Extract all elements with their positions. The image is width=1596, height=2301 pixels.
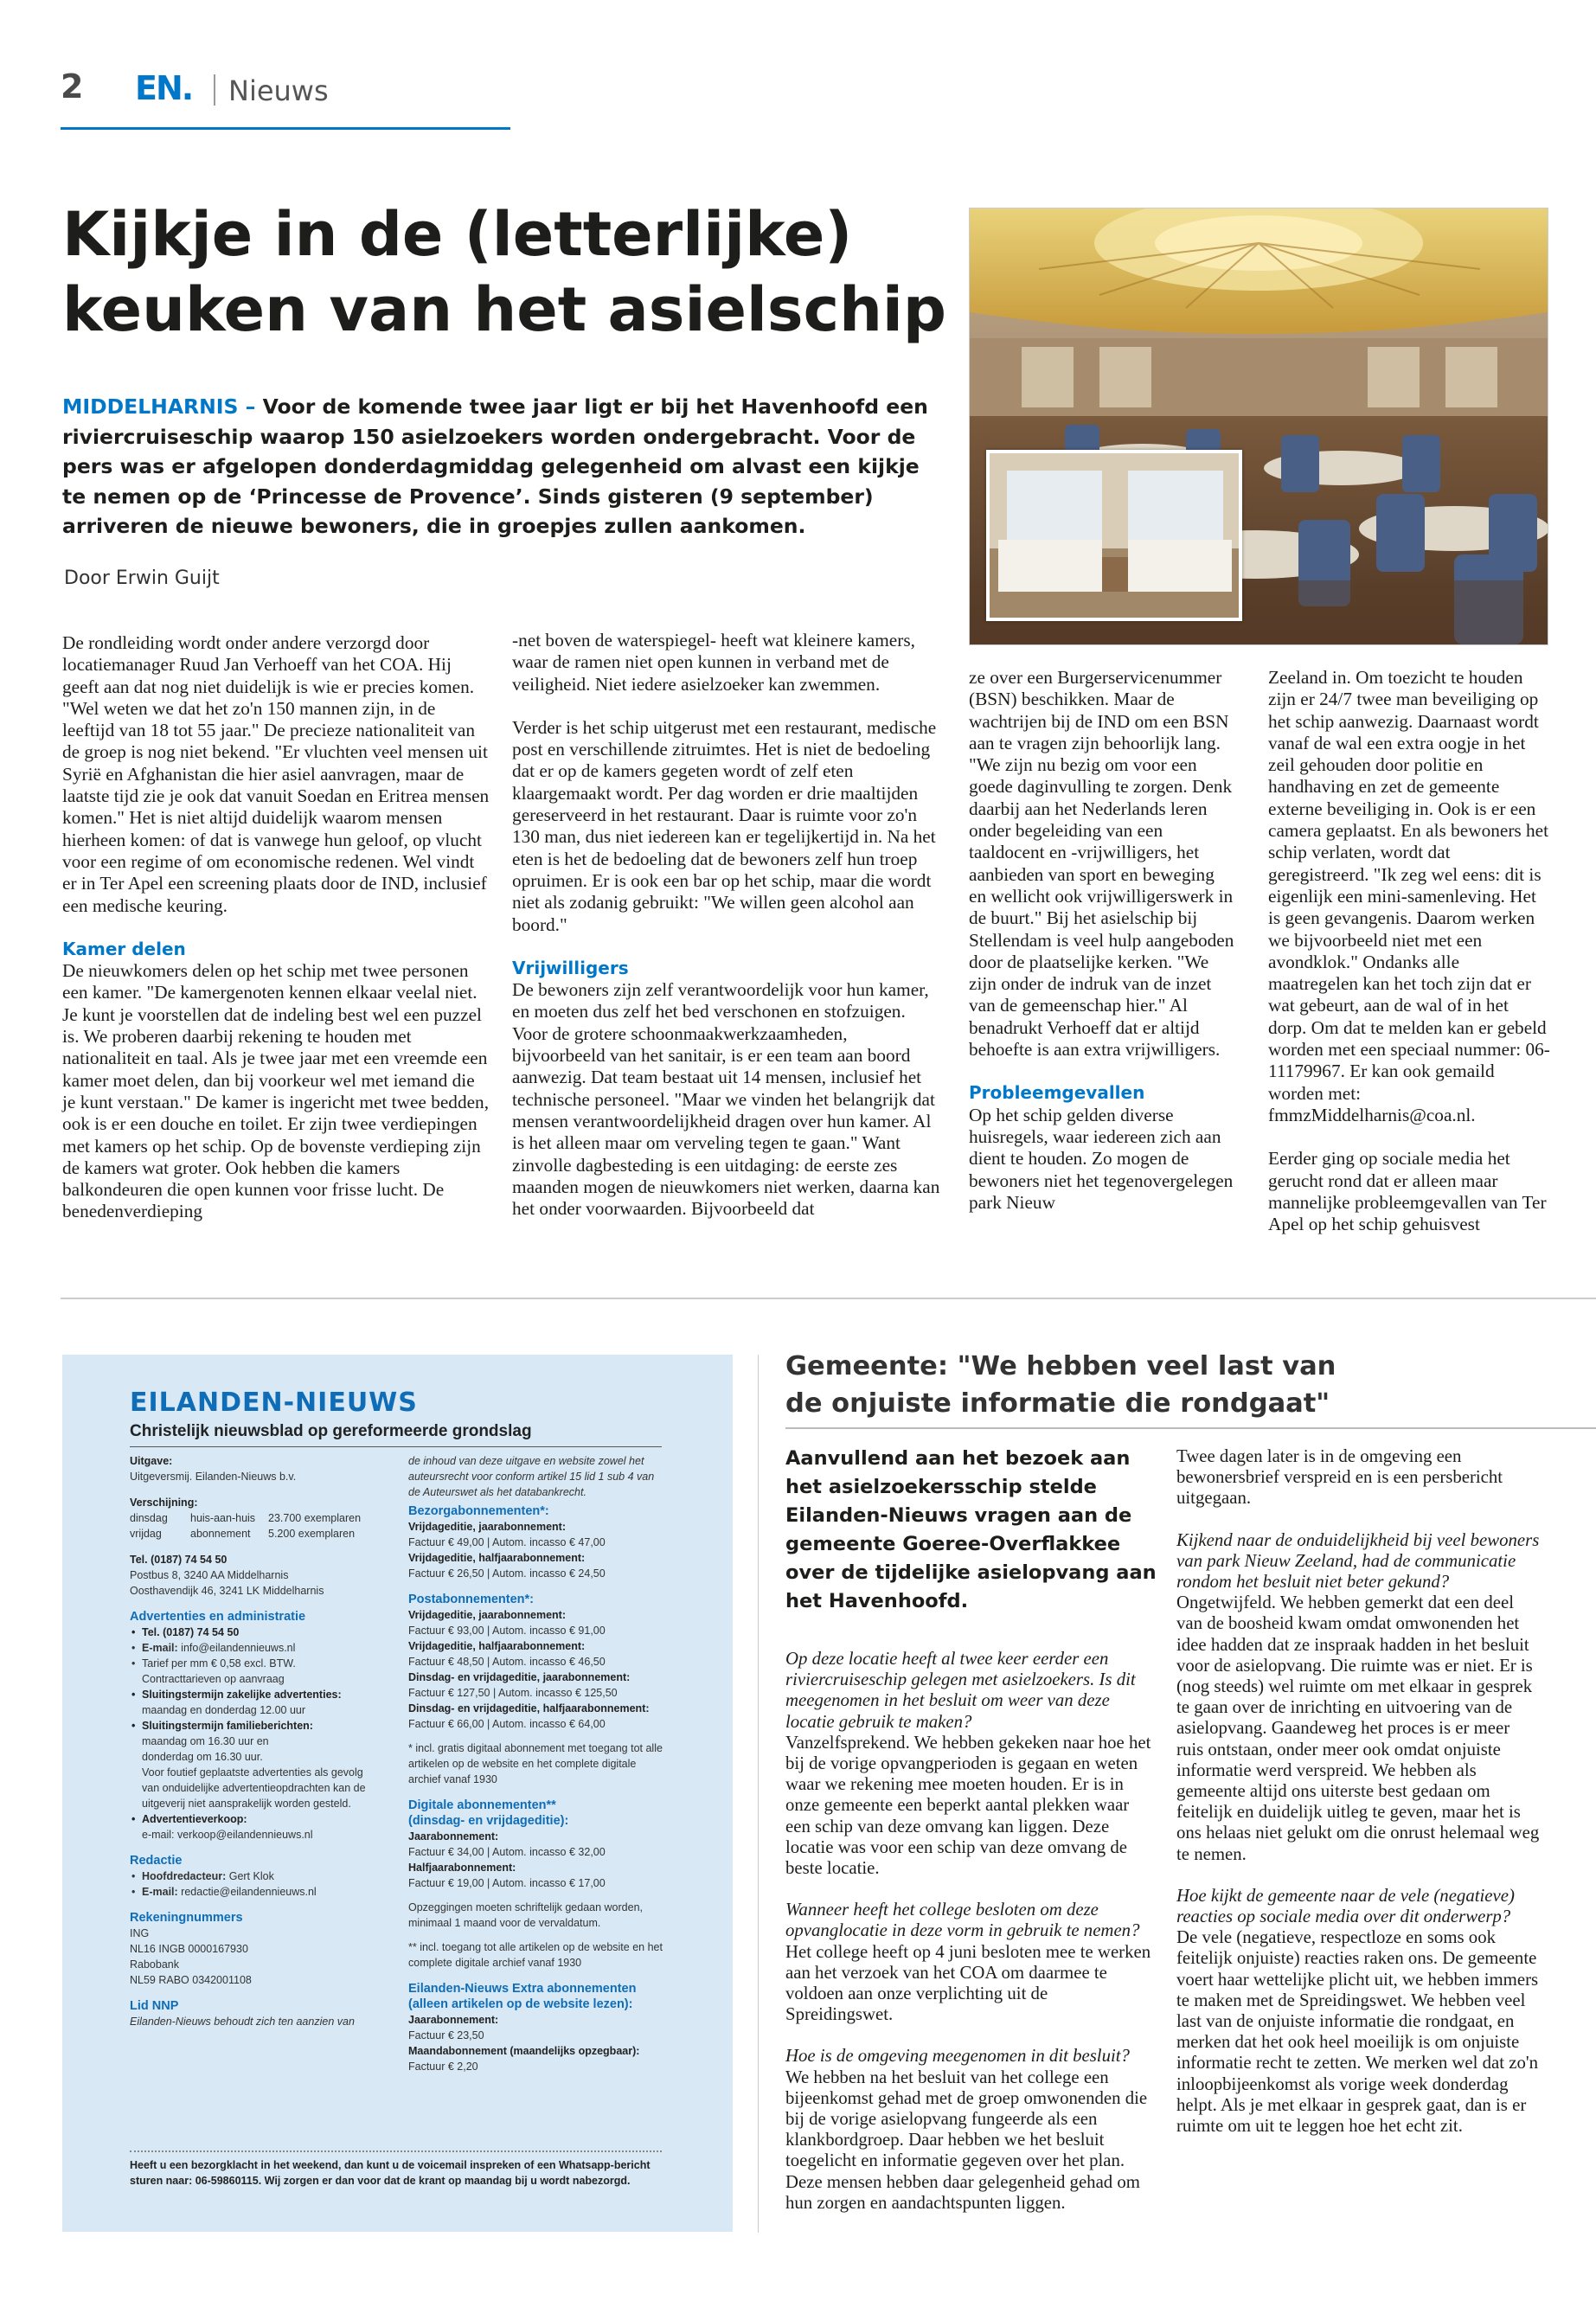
paragraph: Verder is het schip uitgerust met een restaurant, medische post en verschillende zitruimtes. Het is niet de bedoeling dat er op de kamers gegeten wordt of zelf eten klaargemaakt wordt. Per dag worden er drie maaltijden gereserveerd in het restaurant. Daar is ruimte voor zo'n 130 man, dus niet iedereen kan er tegelijkertijd in. Na het eten is het de bedoeling dat de bewoners zelf hun troep opruimen. Er is ook een bar op het schip, maar die wordt niet als zodanig gebruikt: "We willen geen alcohol aan boord." — [512, 716, 937, 935]
label: Vrijdageditie, jaarabonnement: — [408, 1609, 566, 1621]
gemeente-column-1 — [785, 1649, 1157, 2234]
colophon-subtitle: Christelijk nieuwsblad op gereformeerde grondslag — [130, 1422, 532, 1440]
label: Uitgave: — [130, 1455, 173, 1467]
text: Eilanden-Nieuws behoudt zich ten aanzien van — [130, 2016, 355, 2028]
label: E-mail: — [142, 1886, 178, 1898]
heading: Rekeningnummers — [130, 1911, 243, 1925]
colophon-footer: Heeft u een bezorgklacht in het weekend, dan kunt u de voicemail inspreken of een Whatsapp-bericht sturen naar: 06-59860115. Wij zorgen er dan voor dat de krant op maandag bij u wordt nabezorgd. — [130, 2159, 651, 2187]
verschijning-row — [130, 1526, 381, 1541]
text: huis-aan-huis — [190, 1512, 256, 1524]
heading: Eilanden-Nieuws Extra abonnementen — [408, 1982, 637, 1996]
question: Hoe kijkt de gemeente naar de vele (negatieve) reacties op sociale media over dit onderwerp? — [1176, 1885, 1515, 1927]
lead-text: Voor de komende twee jaar ligt er bij het Havenhoofd een riviercruiseschip waarop 150 asielzoekers worden ondergebracht. Voor de pers was er afgelopen donderdagmiddag gelegenheid om alvast een kijkje te nemen op de ‘Princesse de Provence’. Sinds gisteren (9 september) arriveren de nieuwe bewoners, die in groepjes zullen aankomen. — [62, 394, 928, 538]
verschijning-row — [130, 1510, 381, 1526]
heading: Postabonnementen*: — [408, 1593, 535, 1606]
bullet: • Sluitingstermijn familieberichten: — [130, 1718, 381, 1734]
label: Verschijning: — [130, 1497, 198, 1509]
text: Gert Klok — [228, 1870, 274, 1882]
label: Vrijdageditie, halfjaarabonnement: — [408, 1552, 586, 1564]
subheading-vrijwilligers: Vrijwilligers — [512, 957, 629, 978]
gemeente-lead: Aanvullend aan het bezoek aan het asielzoekersschip stelde Eilanden-Nieuws vragen aan de gemeente Goeree-Overflakkee over de tijdelijke asielopvang aan het Havenhoofd. — [785, 1447, 1157, 1612]
eilanden-nieuws-logo: EILANDEN-NIEUWS — [130, 1388, 418, 1418]
heading: (alleen artikelen op de website lezen): — [408, 1997, 633, 2011]
label: Jaarabonnement: — [408, 1830, 499, 1843]
note: * incl. gratis digitaal abonnement met toegang tot alle artikelen op de website en het complete digitale archief vanaf 1930 — [408, 1742, 663, 1785]
answer: De vele (negatieve, respectloze en soms ook feitelijk onjuiste) reacties raken ons. De gemeente voert haar wettelijke plicht uit, we hebben immers te maken met de Spreidingswet. We hebben veel last van de onjuiste informatie die rondgaat, en merken dat het ook heel moeilijk is om onjuiste informatie recht te zetten. We merken wel dat zo'n inloopbijeenkomst als vorige week donderdag helpt. Als je met elkaar in gesprek gaat, dan is er ruimte om uit te leggen hoe het echt zit. — [1176, 1927, 1539, 2137]
paragraph: De bewoners zijn zelf verantwoordelijk voor hun kamer, en moeten dus zelf het bed verschonen en stofzuigen. Voor de grotere schoonmaakwerkzaamheden, bijvoorbeeld van het sanitair, is er een team aan boord aanwezig. Dat team bestaat uit 14 mensen, inclusief het technische personeel. "Maar we vinden het belangrijk dat mensen verantwoordelijkheid dragen over hun kamer. Al is het alleen maar om verveling tegen te gaan." Want zinvolle dagbesteding is een uitdaging: de eerste zes maanden mogen de nieuwkomers niet werken, daarna kan het onder voorwaarden. Bijvoorbeeld dat — [512, 979, 940, 1220]
text: NL59 RABO 0342001108 — [130, 1974, 252, 1986]
paragraph: Eerder ging op sociale media het gerucht rond dat er alleen maar mannelijke probleemgevallen van Ter Apel op het schip gehuisvest — [1268, 1148, 1547, 1235]
section-label: Nieuws — [228, 74, 329, 107]
bullet: • Sluitingstermijn zakelijke advertenties: — [130, 1687, 381, 1702]
bullet: • Tarief per mm € 0,58 excl. BTW. — [130, 1656, 381, 1671]
article-column-1 — [62, 632, 490, 1245]
question: Wanneer heeft het college besloten om deze opvanglocatie in deze vorm in gebruik te nemen? — [785, 1900, 1140, 1941]
price: Factuur € 66,00 | Autom. incasso € 64,00 — [408, 1718, 606, 1730]
bullet — [130, 1868, 381, 1884]
question: Op deze locatie heeft al twee keer eerder een riviercruiseschip gelegen met asielzoekers. Is dit meegenomen in het besluit om weer van deze locatie gebruik te maken? — [785, 1649, 1136, 1732]
newspaper-logo: EN. — [135, 69, 193, 107]
section-divider — [61, 1298, 1596, 1299]
price: Factuur € 49,00 | Autom. incasso € 47,00 — [408, 1536, 606, 1548]
email-link[interactable]: redactie@eilandennieuws.nl — [181, 1886, 317, 1898]
price: Factuur € 93,00 | Autom. incasso € 91,00 — [408, 1625, 606, 1637]
gemeente-headline: Gemeente: "We hebben veel last van de onjuiste informatie die rondgaat" — [785, 1351, 1336, 1419]
column-divider — [758, 1355, 759, 2233]
text: e-mail: verkoop@eilandennieuws.nl — [142, 1829, 313, 1841]
subheading-probleemgevallen: Probleemgevallen — [969, 1082, 1145, 1104]
label: E-mail: — [142, 1642, 178, 1654]
heading: (dinsdag- en vrijdageditie): — [408, 1814, 569, 1828]
paragraph: De rondleiding wordt onder andere verzorgd door locatiemanager Ruud Jan Verhoeff van het COA. Hij geeft aan dat nog niet duidelijk is wie er precies komen. "Wel weten we dat het zo'n 150 mannen zijn, in de leeftijd van 18 tot 55 jaar." De precieze nationaliteit van de groep is nog niet bekend. "Er vluchten veel mensen uit Syrië en Afghanistan die hier asiel aanvragen, maar de laatste tijd zie je ook dat vanuit Soedan en Eritrea mensen komen." Het is niet altijd duidelijk waarom mensen hierheen komen: of dat is vanwege hun geloof, op vlucht voor een regime of om economische redenen. Wel vindt er in Ter Apel een screening plaats door de IND, inclusief een medische keuring. — [62, 632, 490, 916]
phone: Tel. (0187) 74 54 50 — [130, 1554, 228, 1566]
text: maandag om 16.30 uur en — [142, 1735, 269, 1747]
label: Maandabonnement (maandelijks opzegbaar): — [408, 2045, 640, 2057]
text: donderdag om 16.30 uur. — [142, 1751, 263, 1763]
answer: We hebben na het besluit van het college een bijeenkomst gehad met de groep omwonenden die bij de vorige asielopvang fungeerde als een klankbordgroep. Daar hebben we het besluit toegelicht en informatie gegeven over het plan. Deze mensen hebben daar gelegenheid gehad om hun zorgen en aandachtspunten liggen. — [785, 2067, 1148, 2213]
label: Vrijdageditie, jaarabonnement: — [408, 1521, 566, 1533]
bullet: • Advertentieverkoop: — [130, 1811, 381, 1827]
text: Uitgeversmij. Eilanden-Nieuws b.v. — [130, 1471, 297, 1483]
article-column-2 — [512, 630, 940, 1241]
answer: Vanzelfsprekend. We hebben gekeken naar hoe het bij de vorige opvangperioden is gegaan en weten waar we rekening mee moeten houden. Er is in onze gemeente een beperkt aantal plekken waar een schip van deze omvang kan liggen. Deze locatie was voor een schip van deze omvang de beste locatie. — [785, 1732, 1151, 1879]
label: Hoofdredacteur: — [142, 1870, 227, 1882]
answer: Het college heeft op 4 juni besloten mee te werken aan het verzoek van het COA om daarmee te voldoen aan onze verplichting uit de Spreidingswet. — [785, 1941, 1151, 2025]
paragraph: Op het schip gelden diverse huisregels, waar iedereen zich aan dient te houden. Zo mogen de bewoners niet het tegenovergelegen park Nieuw — [969, 1104, 1234, 1213]
heading: Lid NNP — [130, 1999, 179, 2013]
qa-block — [1176, 1530, 1540, 1865]
text: NL16 INGB 0000167930 — [130, 1943, 248, 1955]
paragraph: -net boven de waterspiegel- heeft wat kleinere kamers, waar de ramen niet open kunnen in verband met de veiligheid. Niet iedere asielzoeker kan zwemmen. — [512, 630, 915, 695]
answer: Ongetwijfeld. We hebben gemerkt dat een deel van de boosheid kwam omdat omwonenden het idee hadden dat ze inspraak hadden in het besluit voor de asielopvang. Die ruimte was er niet. Er is (nog steeds) wel ruimte om met elkaar in gesprek te gaan over de inrichting en uitvoering van de asielopvang. Gaandeweg het proces is er meer ruis ontstaan, onder meer ook omdat onjuiste informatie werd verspreid. We hebben als gemeente altijd ons uiterste best gedaan om feitelijk en duidelijk uitleg te geven, maar het is ons helaas niet gelukt om die onrust helemaal weg te nemen. — [1176, 1593, 1540, 1864]
price: Factuur € 19,00 | Autom. incasso € 17,00 — [408, 1877, 606, 1889]
colophon-right — [408, 1453, 668, 2074]
price: Factuur € 23,50 — [408, 2029, 484, 2041]
price: Factuur € 2,20 — [408, 2061, 478, 2073]
qa-block — [785, 1649, 1157, 1879]
lead-place: MIDDELHARNIS – — [62, 394, 256, 419]
heading: Advertenties en administratie — [130, 1610, 306, 1624]
subheading-kamer-delen: Kamer delen — [62, 938, 186, 959]
text: 23.700 exemplaren — [268, 1512, 362, 1524]
label: Jaarabonnement: — [408, 2014, 499, 2026]
paragraph: De nieuwkomers delen op het schip met twee personen een kamer. "De kamergenoten kennen elkaar veelal niet. Je kunt je voorstellen dat de indeling best wel een puzzel is. We proberen daarbij rekening te houden met nationaliteit en taal. Als je twee jaar met een vreemde een kamer moet delen, dan bij voorkeur wel met iemand die je kunt verstaan." De kamer is ingericht met twee bedden, ook is er een douche en toilet. Er zijn twee verdiepingen met kamers op het schip. Op de bovenste verdieping zijn de kamers wat groter. Ook hebben die kamers balkondeuren die open kunnen voor frisse lucht. De benedenverdieping — [62, 960, 490, 1222]
text: abonnement — [190, 1528, 251, 1540]
colophon-rule — [130, 1446, 662, 1447]
price: Factuur € 48,50 | Autom. incasso € 46,50 — [408, 1656, 606, 1668]
gemeente-rule — [785, 1427, 1596, 1429]
paragraph: Zeeland in. Om toezicht te houden zijn er 24/7 twee man beveiliging op het schip aanwezig. Daarnaast wordt vanaf de wal een extra oogje in het zeil gehouden door politie en handhaving en zet de gemeente externe beveiliging in. Ook is er een camera geplaatst. En als bewoners het schip verlaten, wordt dat geregistreerd. "Ik zeg wel eens: dit is eigenlijk een mini-samenleving. Het is geen gevangenis. Daarom werken we bijvoorbeeld niet met een avondklok." Ondanks alle maatregelen kan het toch zijn dat er wat gebeurt, aan de wal of in het dorp. Om dat te melden kan er gebeld worden met een speciaal nummer: 06-11179967. Er kan ook gemaild worden met: fmmzMiddelharnis@coa.nl. — [1268, 667, 1550, 1125]
note: ** incl. toegang tot alle artikelen op de website en het complete digitale archief vanaf 1930 — [408, 1941, 663, 1969]
text: Voor foutief geplaatste advertenties als gevolg van onduidelijke advertentieopdrachten kan de uitgeverij niet aansprakelijk worden gesteld. — [142, 1766, 366, 1810]
colophon-left — [130, 1453, 381, 2029]
question: Kijkend naar de onduidelijkheid bij veel bewoners van park Nieuw Zeeland, had de communicatie rondom het besluit niet beter gekund? — [1176, 1529, 1540, 1593]
price: Factuur € 34,00 | Autom. incasso € 32,00 — [408, 1846, 606, 1858]
heading: Redactie — [130, 1854, 183, 1868]
header-separator — [214, 74, 215, 106]
price: Factuur € 26,50 | Autom. incasso € 24,50 — [408, 1567, 606, 1580]
qa-block — [1176, 1886, 1540, 2137]
text: Oosthavendijk 46, 3241 LK Middelharnis — [130, 1585, 324, 1597]
text: vrijdag — [130, 1528, 162, 1540]
text: ING — [130, 1927, 150, 1939]
bullet — [130, 1640, 381, 1656]
label: Halfjaarabonnement: — [408, 1862, 516, 1874]
qa-block — [785, 2046, 1157, 2214]
article-column-4 — [1268, 667, 1550, 1257]
text: maandag en donderdag 12.00 uur — [142, 1704, 306, 1716]
email-link[interactable]: info@eilandennieuws.nl — [181, 1642, 296, 1654]
article-headline: Kijkje in de (letterlijke) keuken van het asielschip — [62, 199, 947, 345]
text: Contracttarieven op aanvraag — [142, 1673, 285, 1685]
bullet: • Tel. (0187) 74 54 50 — [130, 1625, 381, 1640]
gemeente-column-2 — [1176, 1446, 1540, 2157]
text: 5.200 exemplaren — [268, 1528, 356, 1540]
text: dinsdag — [130, 1512, 168, 1524]
text: Postbus 8, 3240 AA Middelharnis — [130, 1569, 289, 1581]
page-number: 2 — [61, 67, 84, 106]
colophon-dotted-rule — [130, 2150, 662, 2152]
text: Rabobank — [130, 1958, 179, 1971]
article-column-3 — [969, 667, 1235, 1235]
text: de inhoud van deze uitgave en website zowel het auteursrecht voor conform artikel 15 lid 1 sub 4 van de Auteurswet als het databankrecht. — [408, 1455, 655, 1498]
paragraph: Twee dagen later is in de omgeving een bewonersbrief verspreid en is een persbericht uitgegaan. — [1176, 1446, 1503, 1509]
label: Dinsdag- en vrijdageditie, jaarabonnement: — [408, 1671, 631, 1683]
question: Hoe is de omgeving meegenomen in dit besluit? — [785, 2046, 1130, 2067]
heading: Digitale abonnementen** — [408, 1798, 556, 1812]
byline: Door Erwin Guijt — [64, 567, 220, 589]
header-rule — [61, 127, 510, 130]
bullet — [130, 1884, 381, 1900]
article-lead — [62, 392, 936, 542]
price: Factuur € 127,50 | Autom. incasso € 125,50 — [408, 1687, 618, 1699]
note: Opzeggingen moeten schriftelijk gedaan worden, minimaal 1 maand voor de vervaldatum. — [408, 1901, 644, 1929]
heading: Bezorgabonnementen*: — [408, 1504, 549, 1518]
cabin-illustration — [990, 453, 1239, 618]
label: Vrijdageditie, halfjaarabonnement: — [408, 1640, 586, 1652]
qa-block — [785, 1900, 1157, 2025]
cabin-inset-photo — [986, 450, 1242, 621]
label: Dinsdag- en vrijdageditie, halfjaarabonnement: — [408, 1702, 650, 1715]
paragraph: ze over een Burgerservicenummer (BSN) beschikken. Maar de wachtrijen bij de IND om een BSN aan te vragen zijn behoorlijk lang. "We zijn nu bezig om voor een goede daginvulling te zorgen. Denk daarbij aan het Nederlands leren onder begeleiding van een taaldocent en -vrijwilligers, het aanbieden van sport en beweging en wellicht ook vrijwilligerswerk in de buurt." Bij het asielschip bij Stellendam is veel hulp aangeboden door de plaatselijke kerken. "We zijn onder de indruk van de inzet van de gemeenschap hier." Al benadrukt Verhoeff dat er altijd behoefte is aan extra vrijwilligers. — [969, 667, 1234, 1061]
